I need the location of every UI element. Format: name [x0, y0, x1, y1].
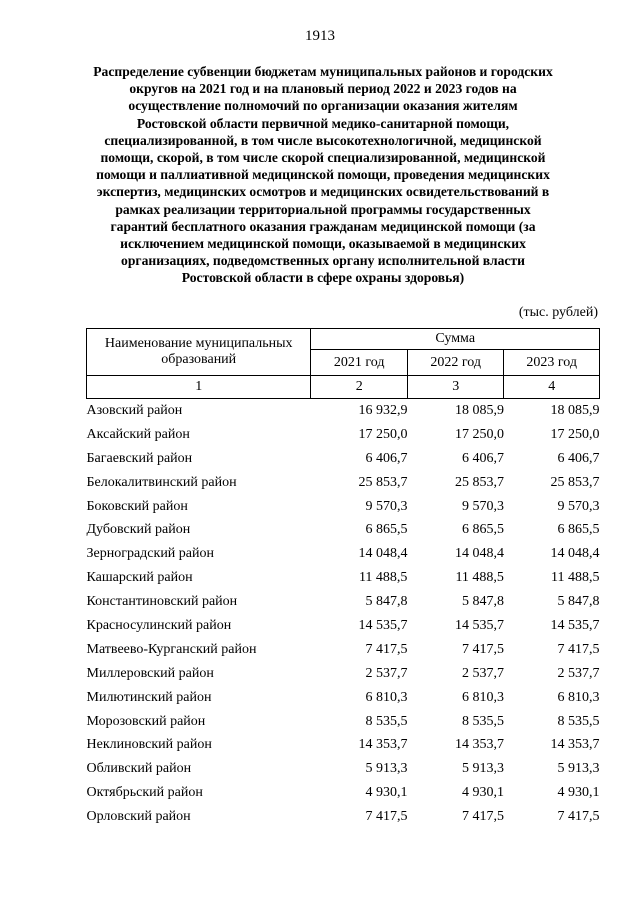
- amount-2023: 25 853,7: [550, 474, 600, 490]
- amount-2021: 8 535,5: [365, 713, 408, 729]
- amount-2022: 2 537,7: [461, 665, 504, 681]
- table-body: [87, 399, 600, 830]
- amount-2023: 2 537,7: [557, 665, 600, 681]
- amount-2023: 7 417,5: [557, 641, 600, 657]
- amount-2023: 6 865,5: [557, 522, 600, 538]
- amount-2021: 14 535,7: [358, 617, 408, 633]
- units-label: (тыс. рублей): [518, 305, 598, 320]
- subvention-table: [86, 328, 600, 829]
- table-row: [87, 710, 600, 734]
- header-row-top: [87, 329, 600, 350]
- municipality-name: Октябрьский район: [86, 785, 203, 801]
- table-row: [87, 638, 600, 662]
- table-row: [87, 757, 600, 781]
- amount-2022: 6 810,3: [461, 689, 504, 705]
- municipality-name: Миллеровский район: [86, 665, 214, 681]
- amount-2023: 17 250,0: [550, 426, 600, 442]
- amount-2021: 2 537,7: [365, 665, 408, 681]
- amount-2023: 5 847,8: [557, 594, 600, 610]
- header-year-2021: 2021 год: [311, 350, 408, 376]
- table-row: [87, 471, 600, 495]
- amount-2022: 6 865,5: [461, 522, 504, 538]
- municipality-name: Аксайский район: [86, 426, 190, 442]
- municipality-name: Милютинский район: [86, 689, 212, 705]
- amount-2022: 17 250,0: [454, 426, 504, 442]
- header-row-column-numbers: [87, 376, 600, 399]
- document-title: Распределение субвенции бюджетам муниципальных районов и городских округов на 2021 год и на плановый период 2022 и 2023 годов на осуществление полномочий по организации оказания жителям Ростовской области первичной медико-санитарной помощи, специализированной, в том числе высокотехнологичной, медицинской помощи, скорой, в том числе скорой специализированной, медицинской помощи и паллиативной медицинской помощи, проведения медицинских экспертиз, медицинских осмотров и медицинских освидетельствований в рамках реализации территориальной программы государственных гарантий бесплатного оказания гражданам медицинской помощи (за исключением медицинской помощи, оказываемой в медицинских организациях, подведомственных органу исполнительной власти Ростовской области в сфере охраны здоровья): [93, 64, 553, 286]
- amount-2021: 17 250,0: [358, 426, 408, 442]
- amount-2023: 18 085,9: [550, 402, 600, 418]
- amount-2022: 7 417,5: [461, 641, 504, 657]
- amount-2022: 14 048,4: [454, 546, 504, 562]
- amount-2021: 25 853,7: [358, 474, 408, 490]
- amount-2022: 6 406,7: [461, 450, 504, 466]
- page-number: 1913: [305, 28, 335, 44]
- amount-2022: 25 853,7: [454, 474, 504, 490]
- table-row: [87, 781, 600, 805]
- amount-2022: 7 417,5: [461, 809, 504, 825]
- column-number: 1: [87, 376, 311, 399]
- amount-2023: 9 570,3: [557, 498, 600, 514]
- municipality-name: Красносулинский район: [86, 617, 232, 633]
- amount-2022: 4 930,1: [461, 785, 504, 801]
- amount-2021: 4 930,1: [365, 785, 408, 801]
- amount-2022: 18 085,9: [454, 402, 504, 418]
- table-header: [87, 329, 600, 399]
- amount-2023: 11 488,5: [551, 570, 600, 586]
- municipality-name: Обливский район: [86, 761, 192, 777]
- header-year-2022: 2022 год: [407, 350, 504, 376]
- amount-2021: 7 417,5: [365, 809, 408, 825]
- municipality-name: Морозовский район: [86, 713, 206, 729]
- amount-2023: 14 535,7: [550, 617, 600, 633]
- amount-2023: 14 048,4: [550, 546, 600, 562]
- municipality-name: Кашарский район: [86, 570, 193, 586]
- amount-2023: 14 353,7: [550, 737, 600, 753]
- amount-2022: 5 913,3: [461, 761, 504, 777]
- amount-2022: 11 488,5: [455, 570, 504, 586]
- municipality-name: Орловский район: [86, 809, 191, 825]
- table-row: [87, 518, 600, 542]
- table-row: [87, 399, 600, 423]
- amount-2021: 6 865,5: [365, 522, 408, 538]
- amount-2021: 7 417,5: [365, 641, 408, 657]
- amount-2021: 14 353,7: [358, 737, 408, 753]
- table-row: [87, 733, 600, 757]
- table-row: [87, 566, 600, 590]
- amount-2021: 14 048,4: [358, 546, 408, 562]
- column-number: 4: [504, 376, 600, 399]
- header-sum: Сумма: [311, 329, 600, 350]
- table-row: [87, 805, 600, 829]
- amount-2023: 4 930,1: [557, 785, 600, 801]
- amount-2022: 9 570,3: [461, 498, 504, 514]
- table-row: [87, 686, 600, 710]
- amount-2022: 8 535,5: [461, 713, 504, 729]
- amount-2022: 5 847,8: [461, 594, 504, 610]
- table-row: [87, 590, 600, 614]
- municipality-name: Матвеево-Курганский район: [86, 641, 257, 657]
- amount-2021: 11 488,5: [358, 570, 408, 586]
- column-number: 2: [311, 376, 408, 399]
- amount-2023: 7 417,5: [557, 809, 600, 825]
- header-municipality: Наименование муниципальных образований: [87, 329, 311, 376]
- amount-2022: 14 535,7: [454, 617, 504, 633]
- amount-2021: 9 570,3: [365, 498, 408, 514]
- municipality-name: Неклиновский район: [86, 737, 212, 753]
- municipality-name: Константиновский район: [86, 594, 238, 610]
- municipality-name: Азовский район: [86, 402, 183, 418]
- municipality-name: Дубовский район: [86, 522, 191, 538]
- table-row: [87, 423, 600, 447]
- municipality-name: Багаевский район: [86, 450, 193, 466]
- amount-2021: 6 406,7: [365, 450, 408, 466]
- municipality-name: Зерноградский район: [86, 546, 214, 562]
- table-row: [87, 447, 600, 471]
- amount-2021: 5 847,8: [365, 594, 408, 610]
- amount-2023: 6 810,3: [557, 689, 600, 705]
- table-row: [87, 495, 600, 519]
- amount-2023: 5 913,3: [557, 761, 600, 777]
- amount-2023: 6 406,7: [557, 450, 600, 466]
- table-row: [87, 614, 600, 638]
- amount-2021: 6 810,3: [365, 689, 408, 705]
- amount-2023: 8 535,5: [557, 713, 600, 729]
- amount-2021: 16 932,9: [358, 402, 408, 418]
- header-year-2023: 2023 год: [504, 350, 600, 376]
- column-number: 3: [407, 376, 504, 399]
- table-row: [87, 662, 600, 686]
- municipality-name: Боковский район: [86, 498, 188, 514]
- amount-2022: 14 353,7: [454, 737, 504, 753]
- amount-2021: 5 913,3: [365, 761, 408, 777]
- municipality-name: Белокалитвинский район: [86, 474, 237, 490]
- table-row: [87, 542, 600, 566]
